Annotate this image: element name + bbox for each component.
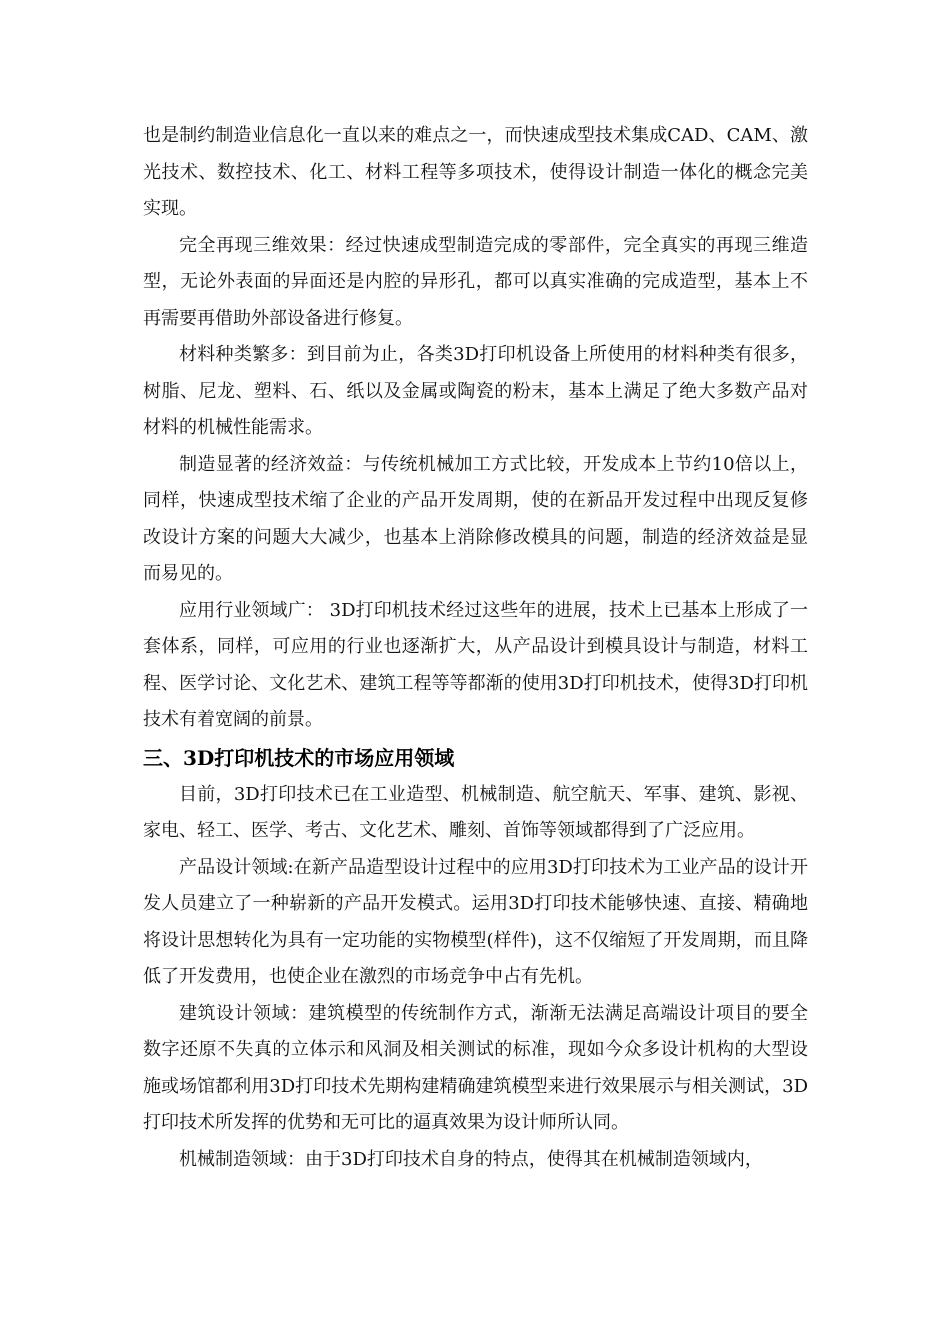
paragraph-architecture-design: 建筑设计领域：建筑模型的传统制作方式，渐渐无法满足高端设计项目的要全数字还原不失真的立体示和风洞及相关测试的标准，现如今众多设计机构的大型设施或场馆都利用3D打印技术先期构建精确建筑模型来进行效果展示与相关测试，3D打印技术所发挥的优势和无可比的逼真效果为设计师所认同。: [143, 1002, 808, 1133]
section-heading: 三、3D打印机技术的市场应用领域: [143, 745, 455, 770]
paragraph-economic-benefit: 制造显著的经济效益：与传统机械加工方式比较，开发成本上节约10倍以上，同样，快速成型技术缩了企业的产品开发周期，使的在新品开发过程中出现反复修改设计方案的问题大大减少，也基本上消除修改模具的问题，制造的经济效益是显而易见的。: [143, 453, 808, 584]
paragraph-materials: 材料种类繁多：到目前为止，各类3D打印机设备上所使用的材料种类有很多，树脂、尼龙、塑料、石、纸以及金属或陶瓷的粉末，基本上满足了绝大多数产品对材料的机械性能需求。: [143, 344, 808, 438]
document-body: [143, 118, 808, 1178]
paragraph-3d-effect: 完全再现三维效果：经过快速成型制造完成的零部件，完全真实的再现三维造型，无论外表面的异面还是内腔的异形孔，都可以真实准确的完成造型，基本上不再需要再借助外部设备进行修复。: [143, 234, 808, 329]
paragraph-manufacturing-integration: 也是制约制造业信息化一直以来的难点之一，而快速成型技术集成CAD、CAM、激光技术、数控技术、化工、材料工程等多项技术，使得设计制造一体化的概念完美实现。: [143, 125, 808, 219]
paragraph-product-design: 产品设计领域:在新产品造型设计过程中的应用3D打印技术为工业产品的设计开发人员建立了一种崭新的产品开发模式。运用3D打印技术能够快速、直接、精确地将设计思想转化为具有一定功能的实物模型(样件)，这不仅缩短了开发周期，而且降低了开发费用，也使企业在激烈的市场竞争中占有先机。: [143, 856, 808, 987]
paragraph-application-range: 应用行业领域广： 3D打印机技术经过这些年的进展，技术上已基本上形成了一套体系，同样，可应用的行业也逐渐扩大，从产品设计到模具设计与制造，材料工程、医学讨论、文化艺术、建筑工程等等都渐的使用3D打印机技术，使得3D打印机技术有着宽阔的前景。: [143, 599, 808, 730]
paragraph-current-fields: 目前，3D打印技术已在工业造型、机械制造、航空航天、军事、建筑、影视、家电、轻工、医学、考古、文化艺术、雕刻、首饰等领域都得到了广泛应用。: [143, 783, 808, 841]
paragraph-mechanical-manufacturing: 机械制造领域：由于3D打印技术自身的特点，使得其在机械制造领域内，: [179, 1148, 763, 1170]
